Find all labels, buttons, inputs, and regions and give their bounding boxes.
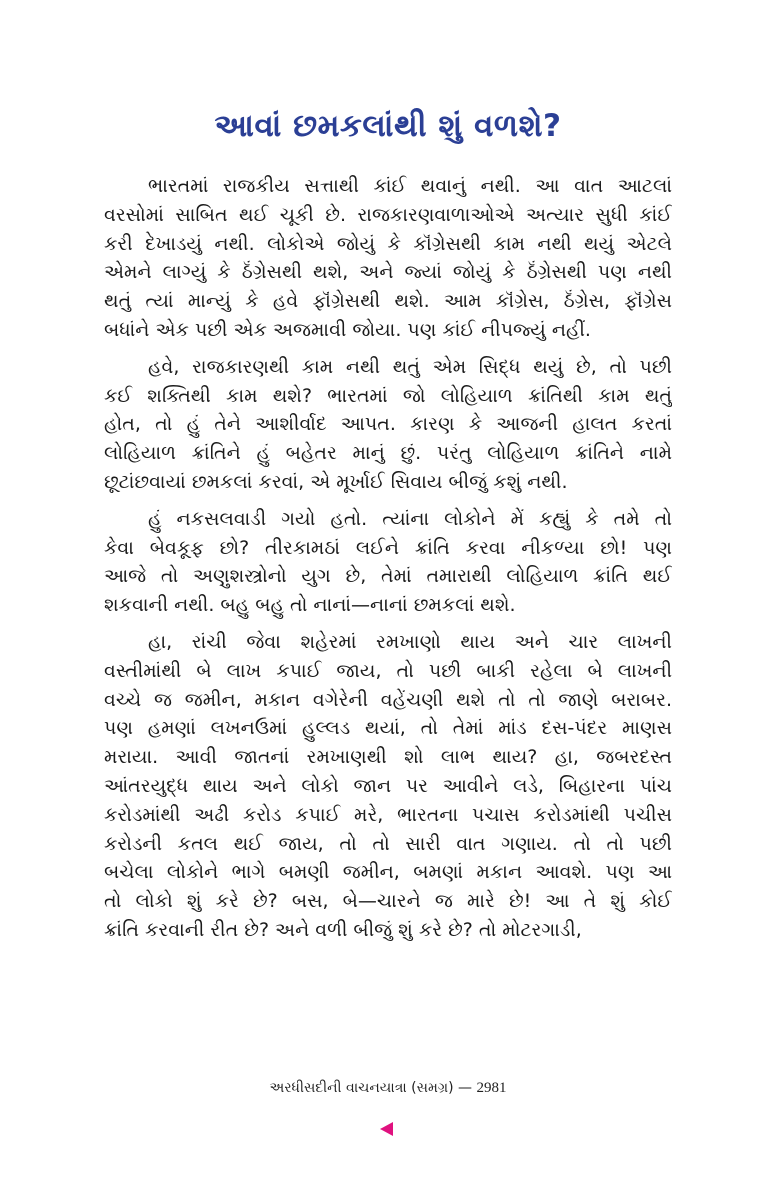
text-line: વસ્તીમાંથી બે લાખ કપાઈ જાય, તો પછી બાકી રહેલા બે લાખની xyxy=(104,659,672,682)
text-line: કઈ શક્તિથી કામ થશે? ભારતમાં જો લોહિયાળ ક્રાંતિથી કામ થતું xyxy=(104,384,672,407)
text-line: હું નકસલવાડી ગયો હતો. ત્યાંના લોકોને મેં કહ્યું કે તમે તો xyxy=(148,507,672,530)
text-line: કરોડની કતલ થઈ જાય, તો તો સારી વાત ગણાય. તો તો પછી xyxy=(104,832,672,855)
page-footer xyxy=(0,1080,776,1097)
page-title: આવાં છમકલાંથી શું વળશે? xyxy=(214,108,562,144)
text-line: પણ હમણાં લખનઉમાં હુલ્લડ થયાં, તો તેમાં માંડ દસ-પંદર માણસ xyxy=(104,717,672,740)
previous-page-icon[interactable] xyxy=(380,1122,393,1136)
text-line: કરોડમાંથી અઢી કરોડ કપાઈ મરે, ભારતના પચાસ કરોડમાંથી પચીસ xyxy=(104,803,672,826)
text-line: કેવા બેવકૂફ છો? તીરકામઠાં લઈને ક્રાંતિ કરવા નીકળ્યા છો! પણ xyxy=(104,536,672,559)
text-line: વરસોમાં સાબિત થઈ ચૂકી છે. રાજકારણવાળાઓએ અત્યાર સુધી કાંઈ xyxy=(104,203,672,226)
text-line: કરી દેખાડયું નથી. લોકોએ જોયું કે કૉંગ્રેસથી કામ નથી થયું એટલે xyxy=(104,232,672,255)
paragraph xyxy=(104,628,672,945)
text-line: ક્રાંતિ કરવાની રીત છે? અને વળી બીજું શું કરે છે? તો મોટરગાડી, xyxy=(104,918,582,941)
text-line: એમને લાગ્યું કે ઠૅંગ્રેસથી થશે, અને જ્યાં જોયું કે ઠૅંગ્રેસથી પણ નથી xyxy=(104,261,672,284)
text-line: હવે, રાજકારણથી કામ નથી થતું એમ સિદ્ધ થયું છે, તો પછી xyxy=(148,355,672,378)
paragraph xyxy=(104,172,672,345)
text-line: છૂટાંછવાયાં છમકલાં કરવાં, એ મૂર્ખાઈ સિવાય બીજું કશું નથી. xyxy=(104,470,568,493)
text-line: ભારતમાં રાજકીય સત્તાથી કાંઈ થવાનું નથી. આ વાત આટલાં xyxy=(148,175,672,197)
text-line: બધાંને એક પછી એક અજમાવી જોયા. પણ કાંઈ નીપજ્યું નહીં. xyxy=(104,318,591,341)
text-line: તો લોકો શું કરે છે? બસ, બે—ચારને જ મારે છે! આ તે શું કોઈ xyxy=(104,890,672,913)
article-body xyxy=(104,172,672,953)
text-line: હા, રાંચી જેવા શહેરમાં રમખાણો થાય અને ચાર લાખની xyxy=(148,630,672,653)
text-line: લોહિયાળ ક્રાંતિને હું બહેતર માનું છું. પરંતુ લોહિયાળ ક્રાંતિને નામે xyxy=(104,442,672,465)
book-title: અરધીસદીની વાચનયાત્રા (સમગ્ર) — xyxy=(269,1080,472,1096)
text-line: વચ્ચે જ જમીન, મકાન વગેરેની વહેંચણી થશે તો તો જાણે બરાબર. xyxy=(104,688,672,711)
paragraph xyxy=(104,353,672,497)
text-line: બચેલા લોકોને ભાગે બમણી જમીન, બમણાં મકાન આવશે. પણ આ xyxy=(104,861,672,884)
text-line: આંતરયુદ્ધ થાય અને લોકો જાન પર આવીને લડે, બિહારના પાંચ xyxy=(104,774,672,797)
text-line: શકવાની નથી. બહુ બહુ તો નાનાં—નાનાં છમકલાં થશે. xyxy=(104,594,516,617)
text-line: આજે તો અણુશસ્ત્રોનો યુગ છે, તેમાં તમારાથી લોહિયાળ ક્રાંતિ થઈ xyxy=(104,565,672,588)
text-line: થતું ત્યાં માન્યું કે હવે ફૉંગ્રેસથી થશે. આમ કૉંગ્રેસ, ઠૅંગ્રેસ, ફૉંગ્રેસ xyxy=(104,290,672,313)
text-line: મરાયા. આવી જાતનાં રમખાણથી શો લાભ થાય? હા, જબરદસ્ત xyxy=(104,746,672,769)
text-line: હોત, તો હું તેને આશીર્વાદ આપત. કારણ કે આજની હાલત કરતાં xyxy=(104,413,672,436)
paragraph xyxy=(104,505,672,620)
page-number: 2981 xyxy=(476,1080,507,1096)
